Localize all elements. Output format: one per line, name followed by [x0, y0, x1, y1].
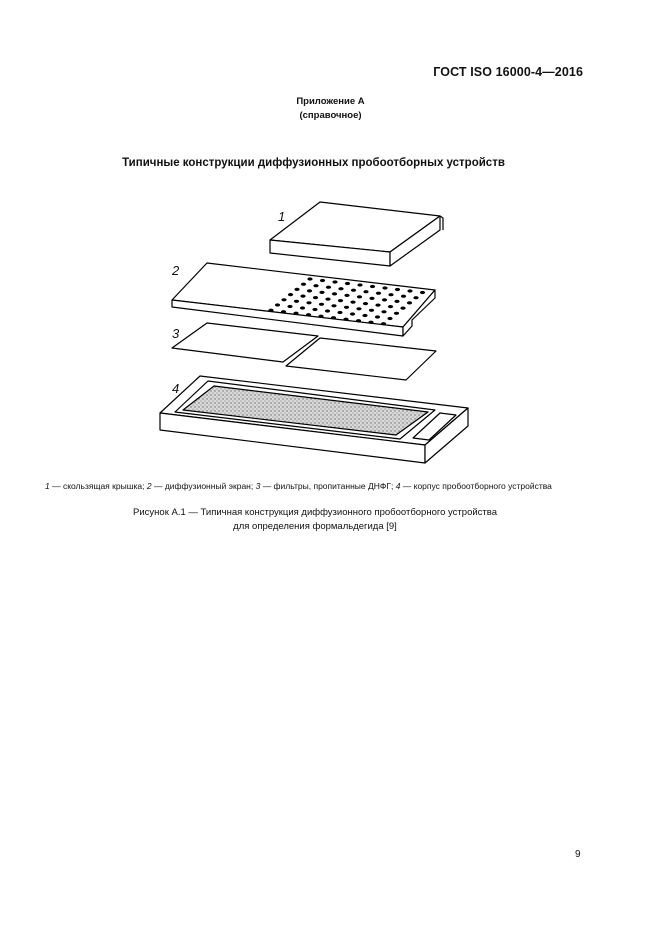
screen-hole — [337, 311, 342, 314]
sliding-cover-part — [270, 202, 443, 266]
screen-hole — [326, 286, 331, 289]
screen-hole — [394, 300, 399, 303]
screen-hole — [343, 318, 348, 321]
screen-hole — [363, 290, 368, 293]
screen-hole — [287, 305, 292, 308]
screen-hole — [301, 283, 306, 286]
screen-hole — [312, 308, 317, 311]
screen-hole — [325, 309, 330, 312]
screen-hole — [344, 294, 349, 297]
annex-heading — [0, 95, 661, 123]
document-code: ГОСТ ISO 16000-4—2016 — [433, 65, 583, 79]
caption-line-1: Рисунок А.1 — Типичная конструкция диффузионного пробоотборного устройства — [133, 507, 497, 518]
figure-caption — [0, 506, 630, 534]
screen-hole — [338, 299, 343, 302]
legend-number-1: 1 — [45, 481, 50, 491]
screen-hole — [325, 298, 330, 301]
screen-hole — [376, 292, 381, 295]
screen-hole — [345, 282, 350, 285]
screen-hole — [281, 310, 286, 313]
screen-hole — [300, 306, 305, 309]
screen-hole — [394, 312, 399, 315]
screen-hole — [332, 280, 337, 283]
screen-hole — [370, 285, 375, 288]
legend-number-2: 2 — [146, 481, 152, 491]
screen-hole — [407, 289, 412, 292]
screen-hole — [381, 322, 386, 325]
figure-label-1: 1 — [278, 209, 286, 224]
screen-hole — [369, 297, 374, 300]
screen-hole — [351, 289, 356, 292]
figure-label-3: 3 — [172, 326, 180, 341]
screen-hole — [320, 279, 325, 282]
screen-hole — [344, 306, 349, 309]
screen-hole — [356, 307, 361, 310]
screen-hole — [313, 296, 318, 299]
screen-hole — [387, 317, 392, 320]
screen-hole — [294, 288, 299, 291]
screen-hole — [350, 301, 355, 304]
screen-hole — [375, 304, 380, 307]
screen-hole — [413, 296, 418, 299]
screen-hole — [356, 319, 361, 322]
screen-hole — [294, 300, 299, 303]
screen-hole — [420, 291, 425, 294]
screen-hole — [319, 291, 324, 294]
screen-hole — [307, 277, 312, 280]
screen-hole — [401, 295, 406, 298]
screen-hole — [275, 303, 280, 306]
sampler-exploded-figure — [150, 190, 490, 470]
screen-hole — [331, 304, 336, 307]
screen-hole — [338, 287, 343, 290]
screen-hole — [293, 312, 298, 315]
screen-hole — [382, 286, 387, 289]
screen-hole — [375, 315, 380, 318]
screen-hole — [395, 288, 400, 291]
screen-hole — [400, 307, 405, 310]
sampler-body-part — [160, 376, 468, 463]
screen-hole — [381, 310, 386, 313]
figure-legend — [45, 481, 625, 491]
annex-title: Приложение А — [296, 96, 365, 107]
screen-hole — [332, 292, 337, 295]
screen-hole — [407, 301, 412, 304]
section-title: Типичные конструкции диффузионных пробоотборных устройств — [122, 157, 505, 169]
caption-line-2: для определения формальдегида [9] — [233, 521, 397, 532]
screen-hole — [306, 301, 311, 304]
annex-note: (справочное) — [299, 110, 362, 121]
figure-label-4: 4 — [172, 381, 180, 396]
screen-hole — [357, 295, 362, 298]
screen-hole — [268, 309, 273, 312]
screen-hole — [331, 316, 336, 319]
figure-label-2: 2 — [172, 263, 180, 278]
screen-hole — [382, 298, 387, 301]
screen-hole — [369, 309, 374, 312]
page-number: 9 — [575, 849, 581, 860]
screen-hole — [368, 321, 373, 324]
screen-hole — [307, 289, 312, 292]
screen-hole — [363, 302, 368, 305]
screen-hole — [300, 295, 305, 298]
legend-text-3: — фильтры, пропитанные ДНФГ; — [260, 481, 396, 491]
screen-hole — [350, 312, 355, 315]
screen-hole — [388, 293, 393, 296]
screen-hole — [281, 298, 286, 301]
screen-hole — [357, 283, 362, 286]
screen-hole — [319, 303, 324, 306]
screen-hole — [318, 315, 323, 318]
legend-number-4: 4 — [395, 481, 401, 491]
screen-hole — [288, 293, 293, 296]
legend-text-2: — диффузионный экран; — [151, 481, 256, 491]
screen-hole — [313, 284, 318, 287]
screen-hole — [362, 314, 367, 317]
legend-text-4: — корпус пробоотборного устройства — [400, 481, 552, 491]
screen-hole — [306, 313, 311, 316]
legend-text-1: — скользящая крышка; — [49, 481, 147, 491]
legend-number-3: 3 — [255, 481, 261, 491]
screen-hole — [388, 305, 393, 308]
figure-drawing — [150, 190, 490, 470]
